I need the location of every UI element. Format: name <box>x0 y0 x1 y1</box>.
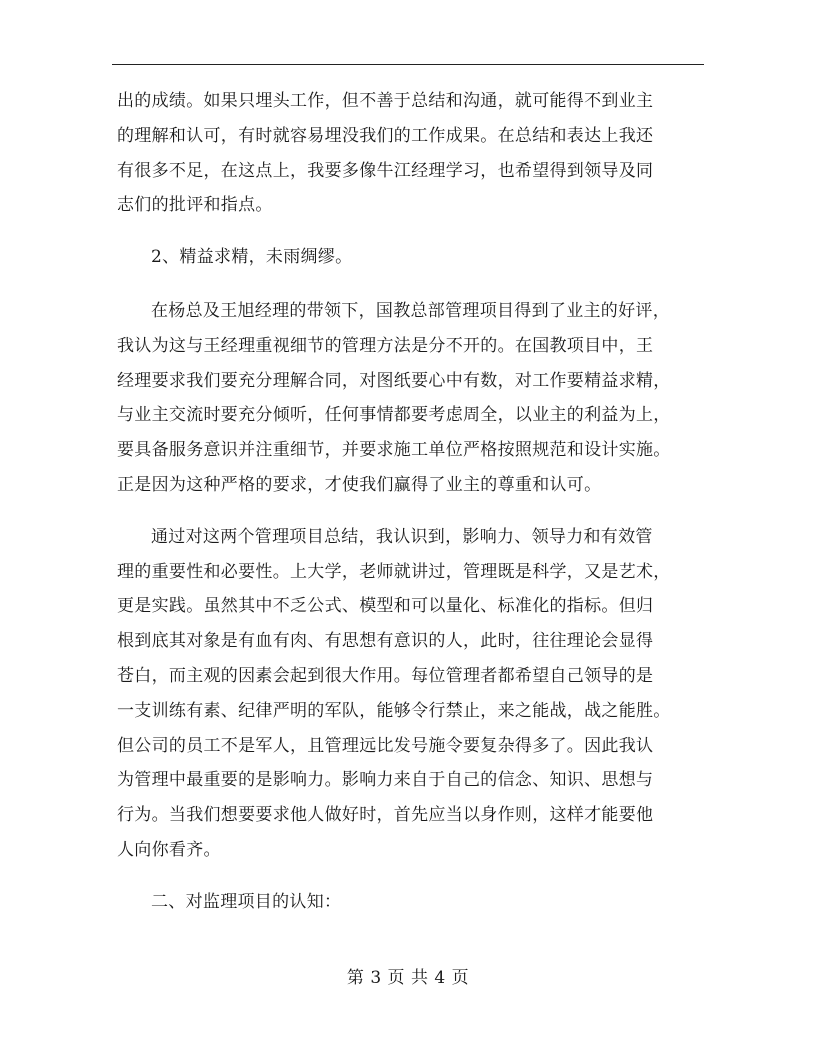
paragraph-continuation <box>117 84 701 223</box>
text-line: 一支训练有素、纪律严明的军队，能够令行禁止，来之能战，战之能胜。 <box>117 700 671 721</box>
text-line: 苍白，而主观的因素会起到很大作用。每位管理者都希望自己领导的是 <box>117 665 654 686</box>
text-line: 但公司的员工不是军人，且管理远比发号施令要复杂得多了。因此我认 <box>117 735 654 756</box>
text-line: 人向你看齐。 <box>117 839 221 860</box>
subheading-text: 2、精益求精，未雨绸缪。 <box>151 247 353 268</box>
text-line: 理的重要性和必要性。上大学，老师就讲过，管理既是科学，又是艺术， <box>117 561 671 582</box>
paragraph-guojiao-project <box>117 294 701 503</box>
text-line: 经理要求我们要充分理解合同，对图纸要心中有数，对工作要精益求精， <box>117 370 671 391</box>
page-footer <box>0 963 816 988</box>
text-line: 根到底其对象是有血有肉、有思想有意识的人，此时，往往理论会显得 <box>117 631 654 652</box>
section-subheading <box>117 240 701 275</box>
text-line: 更是实践。虽然其中不乏公式、模型和可以量化、标准化的指标。但归 <box>117 596 654 617</box>
document-body <box>117 84 701 939</box>
text-line: 在杨总及王旭经理的带领下，国教总部管理项目得到了业主的好评， <box>151 300 670 321</box>
text-line: 出的成绩。如果只埋头工作，但不善于总结和沟通，就可能得不到业主 <box>117 91 654 111</box>
heading-text: 二、对监理项目的认知： <box>151 891 342 912</box>
text-line: 为管理中最重要的是影响力。影响力来自于自己的信念、知识、思想与 <box>117 770 654 791</box>
text-line: 我认为这与王经理重视细节的管理方法是分不开的。在国教项目中，王 <box>117 335 654 356</box>
text-line: 与业主交流时要充分倾听，任何事情都要考虑周全，以业主的利益为上， <box>117 405 671 426</box>
text-line: 要具备服务意识并注重细节，并要求施工单位严格按照规范和设计实施。 <box>117 440 671 461</box>
paragraph-management-insight <box>117 520 701 868</box>
text-line: 通过对这两个管理项目总结，我认识到，影响力、领导力和有效管 <box>151 526 653 547</box>
text-line: 的理解和认可，有时就容易埋没我们的工作成果。在总结和表达上我还 <box>117 125 654 146</box>
section-heading <box>117 885 701 920</box>
text-line: 行为。当我们想要要求他人做好时，首先应当以身作则，这样才能要他 <box>117 805 654 826</box>
header-rule <box>112 64 704 65</box>
text-line: 志们的批评和指点。 <box>117 195 273 216</box>
text-line: 有很多不足，在这点上，我要多像牛江经理学习，也希望得到领导及同 <box>117 160 654 181</box>
text-line: 正是因为这种严格的要求，才使我们赢得了业主的尊重和认可。 <box>117 474 602 495</box>
page-number-label: 第 3 页 共 4 页 <box>346 968 470 988</box>
